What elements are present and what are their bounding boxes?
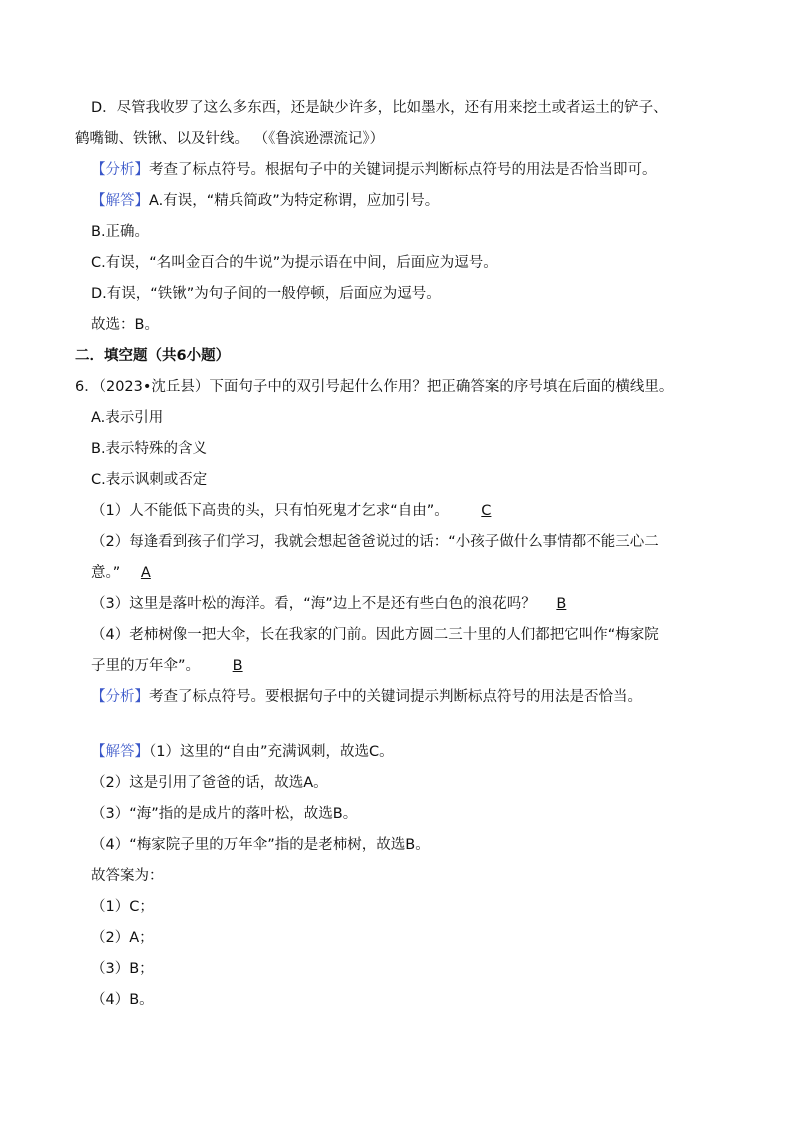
final-2: （2）A； [91,930,154,946]
analysis-text: 考查了标点符号。根据句子中的关键词提示判断标点符号的用法是否恰当即可。 [149,162,657,178]
option-d-line1: D．尽管我收罗了这么多东西，还是缺少许多，比如墨水，还有用来挖土或者运土的铲子、 [91,100,668,116]
answer-blank-4: B [232,658,243,674]
final-4: （4）B。 [91,992,154,1008]
answer-blank-2: A [140,565,151,581]
analysis-tag-q6: 【分析】 [91,689,149,705]
answer-c-text: C.有误，“名叫金百合的牛说”为提示语在中间，后面应为逗号。 [91,255,498,271]
answer-paragraph [91,191,439,211]
analysis-text-q6: 考查了标点符号。要根据句子中的关键词提示判断标点符号的用法是否恰当。 [149,689,642,705]
answer-blank-1: C [481,503,492,519]
answer-1-text: （1）这里的“自由”充满讽刺，故选C。 [149,744,394,760]
item-4-line2 [91,656,259,676]
answer-paragraph-q6 [91,742,394,762]
answer-a-text: A.有误，“精兵简政”为特定称谓，应加引号。 [149,193,440,209]
item-2-text: 意。” [91,565,121,581]
item-1 [91,501,507,521]
answer-4-text: （4）“梅家院子里的万年伞”指的是老柿树，故选B。 [91,837,430,853]
item-3-text: （3）这里是落叶松的海洋。看，“海”边上不是还有些白色的浪花吗？ [91,596,536,612]
answer-d-text: D.有误，“铁锹”为句子间的一般停顿，后面应为逗号。 [91,286,441,302]
question-stem: 6．（2023•沈丘县）下面句子中的双引号起什么作用？把正确答案的序号填在后面的横线里。 [75,379,674,395]
choice-text: 故选：B。 [91,317,159,333]
analysis-paragraph-q6 [91,687,642,707]
option-d-line2: 鹤嘴锄、铁锹、以及针线。 （《鲁滨逊漂流记》） [75,131,385,147]
answer-b-text: B.正确。 [91,224,150,240]
final-label: 故答案为： [91,868,164,884]
item-4-line1: （4）老柿树像一把大伞，长在我家的门前。因此方圆二三十里的人们都把它叫作“梅家院 [91,627,659,643]
final-1: （1）C； [91,899,154,915]
item-3 [91,594,582,614]
final-3: （3）B； [91,961,154,977]
answer-tag: 【解答】 [91,193,149,209]
answer-tag-q6: 【解答】 [91,744,149,760]
item-4-text: 子里的万年伞”。 [91,658,201,674]
item-1-text: （1）人不能低下高贵的头，只有怕死鬼才乞求“自由”。 [91,503,449,519]
answer-blank-3: B [556,596,567,612]
item-2-line1: （2）每逢看到孩子们学习，我就会想起爸爸说过的话：“小孩子做什么事情都不能三心二 [91,534,659,550]
option-b: B.表示特殊的含义 [91,441,208,457]
section-title: 二．填空题（共6小题） [75,348,231,364]
item-2-line2 [91,563,167,583]
option-c: C.表示讽刺或否定 [91,472,208,488]
analysis-paragraph [91,160,657,180]
analysis-tag: 【分析】 [91,162,149,178]
option-a: A.表示引用 [91,410,164,426]
answer-2-text: （2）这是引用了爸爸的话，故选A。 [91,775,328,791]
answer-3-text: （3）“海”指的是成片的落叶松，故选B。 [91,806,358,822]
